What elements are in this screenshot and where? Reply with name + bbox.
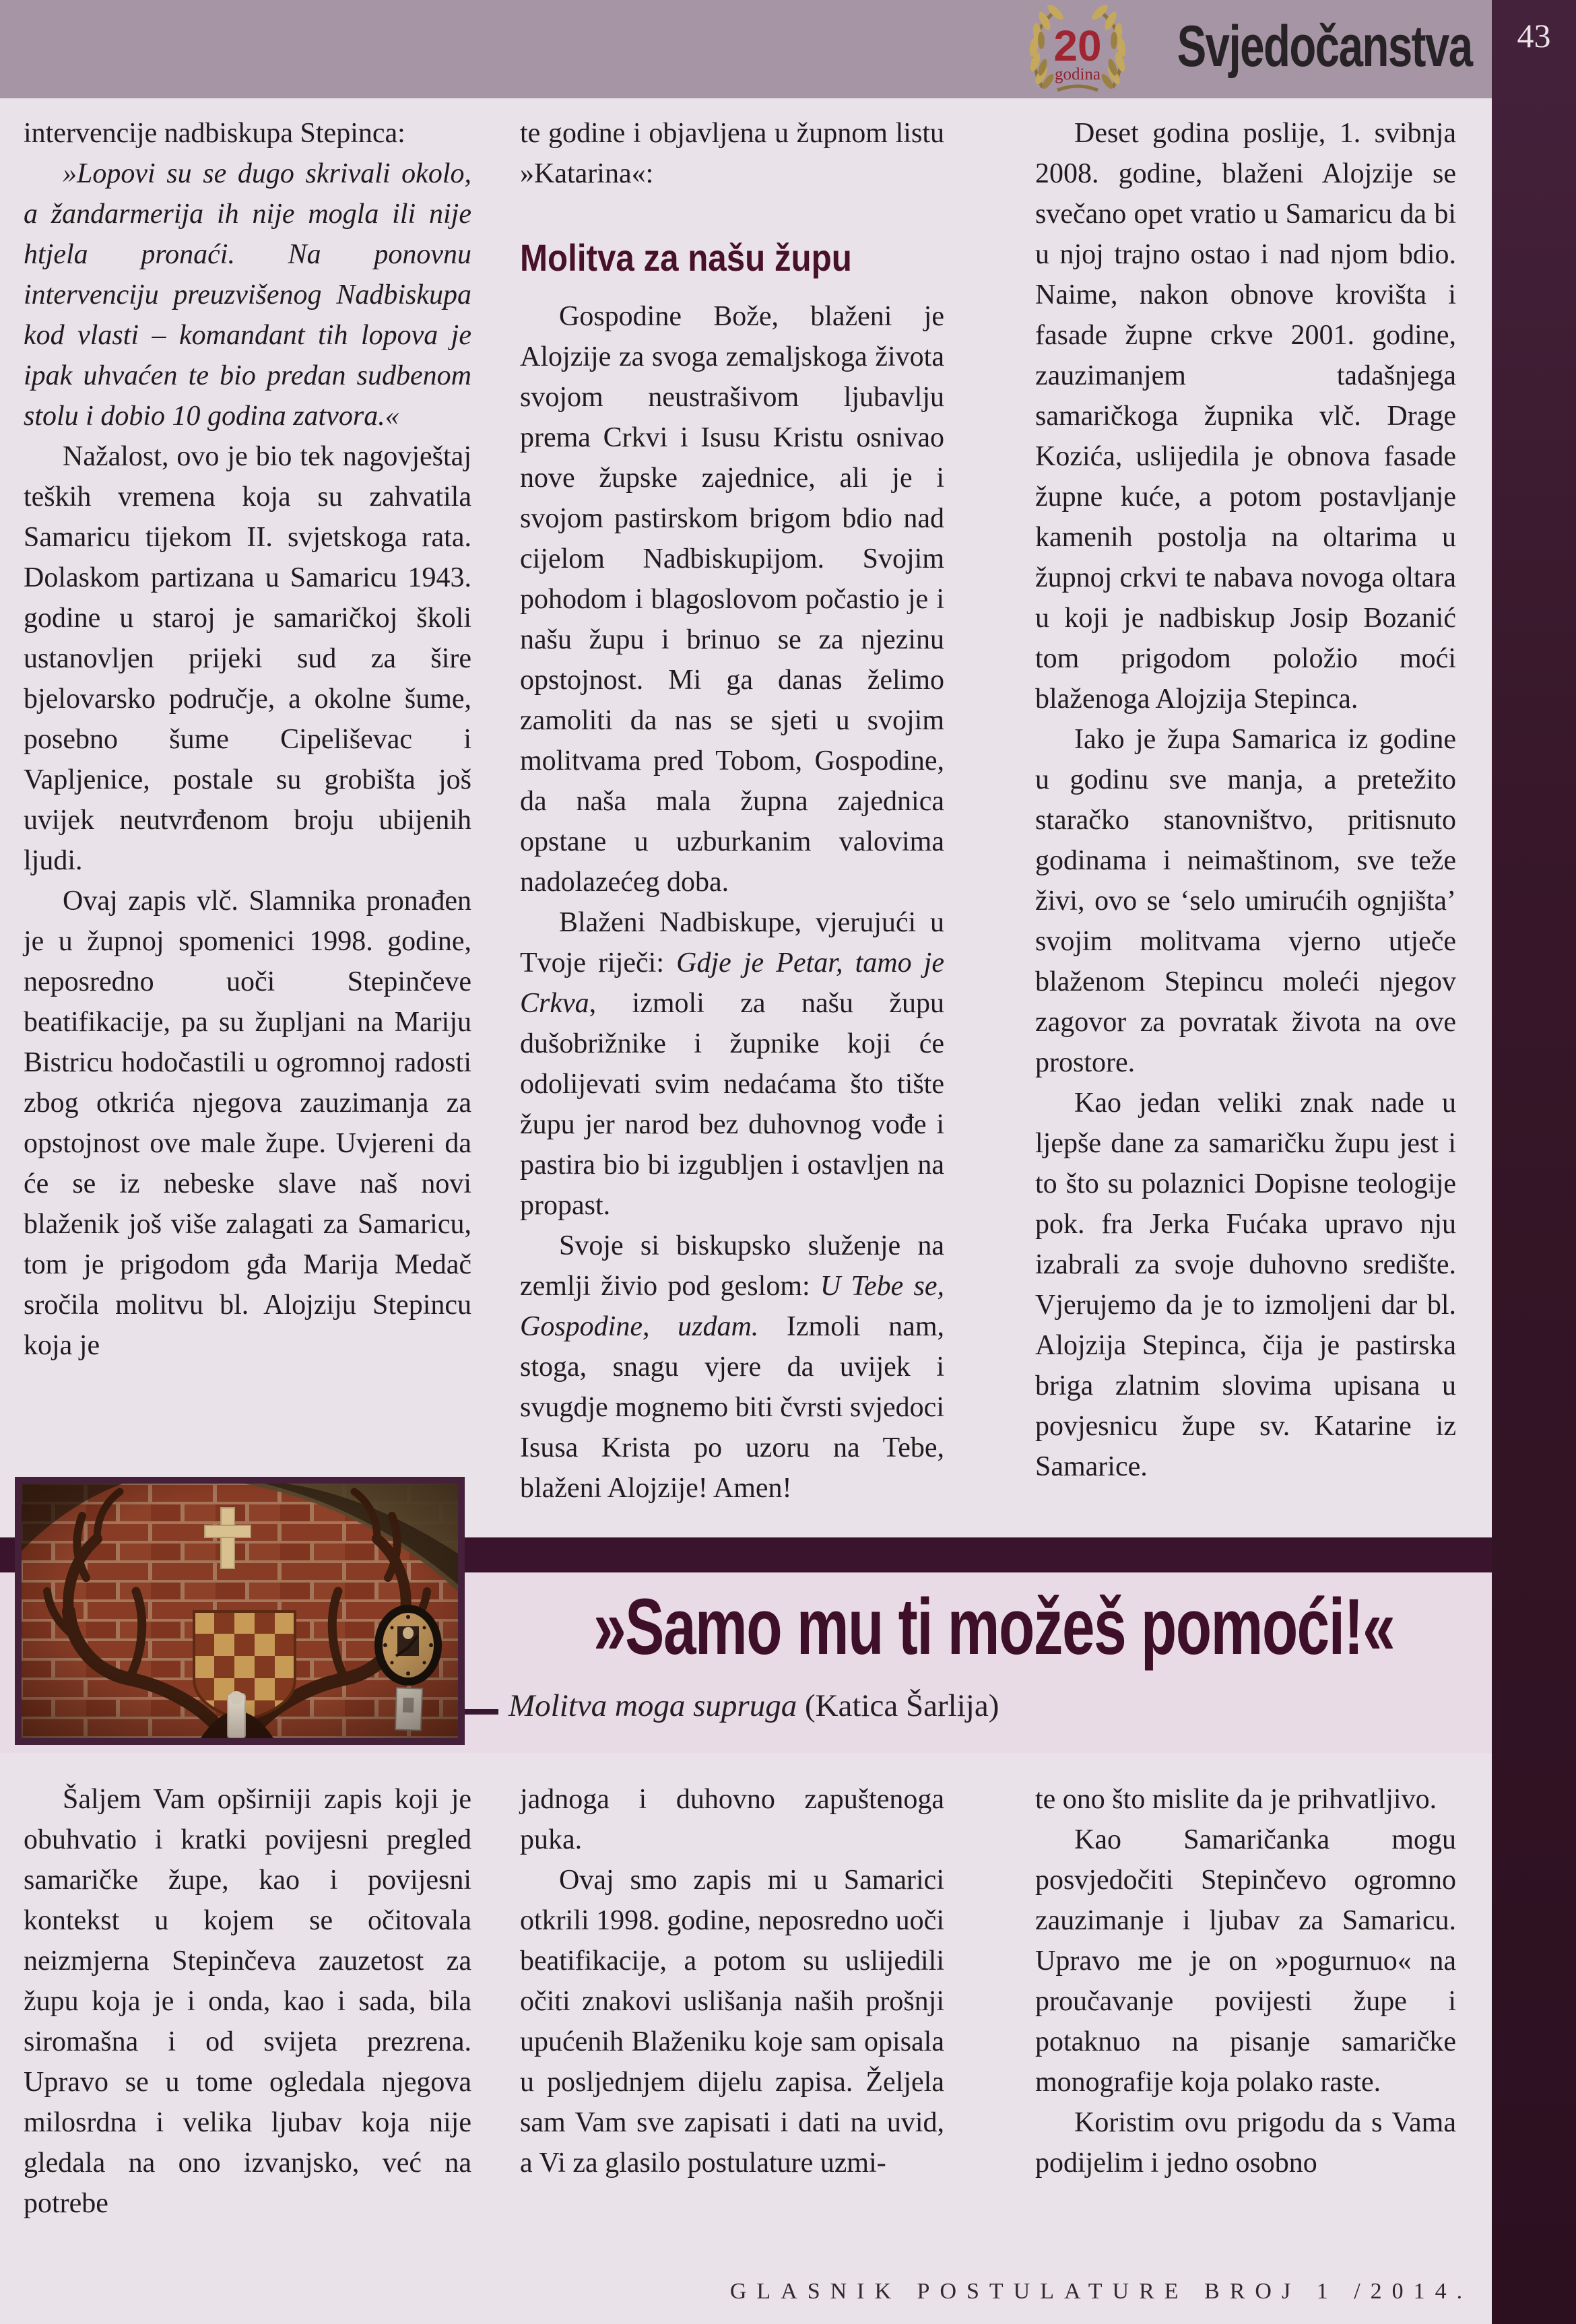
paragraph: jadnoga i duhovno zapuštenoga puka.	[520, 1784, 944, 1855]
banner-title: »Samo mu ti možeš pomoći!«	[593, 1583, 1395, 1671]
paragraph: Ovaj smo zapis mi u Samarici otkrili 1998. godine, neposredno uoči beatifikacije, a potom su uslijedili očiti znakovi uslišanja naših prošnji upućenih Blaženiku koje sam opisala u posljednjem dijelu zapisa. Željela sam Vam sve zapisati i dati na uvid, a Vi za glasilo postulature uzmi-	[520, 1865, 944, 2179]
footer-publication-line: GLASNIK POSTULATURE BROJ 1 /2014.	[729, 2279, 1473, 2304]
photo-caption	[508, 1688, 999, 1724]
text-run: , izmoli za našu župu dušobrižnike i župnike koji će odolijevati svim nedaćama što tište župu jer narod bez duhovnog vođe i pastira bio bi izgubljen i ostavljen na propast.	[520, 988, 944, 1221]
column-bottom-middle	[520, 1779, 944, 2183]
paragraph: Kao jedan veliki znak nade u ljepše dane za samaričku župu jest i to što su polaznici Dopisne teologije pok. fra Jerka Fućaka upravo nju izabrali za svoje duhovno središte. Vjerujemo da je to izmoljeni dar bl. Alojzija Stepinca, čija je pastirska briga zlatnim slovima upisana u povjesnicu župe sv. Katarine iz Samarice.	[1035, 1088, 1456, 1482]
column-bottom-right	[1035, 1779, 1456, 2183]
column-top-right	[1035, 113, 1456, 1487]
paragraph: Ovaj zapis vlč. Slamnika pronađen je u župnoj spomenici 1998. godine, neposredno uoči Stepinčeve beatifikacije, pa su župljani na Mariju Bistricu hodočastili u ogromnoj radosti zbog otkrića njegova zauzimanja za opstojnost ove male župe. Uvjereni da će se iz nebeske slave naš novi blaženik još više zalagati za Samaricu, tom je prigodom gđa Marija Medač sročila molitvu bl. Alojziju Stepincu koja je	[24, 886, 471, 1361]
text-run-italic: U Tebe se, Gospodine, uzdam.	[520, 1271, 944, 1342]
prayer-heading: Molitva za našu župu	[520, 236, 852, 279]
logo-number: 20	[1053, 22, 1102, 70]
paragraph: Šaljem Vam opširniji zapis koji je obuhvatio i kratki povijesni pregled samaričke župe, kao i povijesni kontekst u kojem se očitovala neizmjerna Stepinčeva zauzetost za župu koja je i onda, kao i sada, bila siromašna i od svijeta prezrena. Upravo se u tome ogledala njegova milosrdna i velika ljubav koja nije gledala na ono izvanjsko, već na potrebe	[24, 1784, 471, 2219]
column-top-left	[24, 113, 471, 1366]
column-top-middle	[520, 113, 944, 1508]
paragraph	[520, 1226, 944, 1508]
paragraph: Koristim ovu prigodu da s Vama podijelim i jedno osobno	[1035, 2107, 1456, 2179]
paragraph: te godine i objavljena u župnom listu »Katarina«:	[520, 118, 944, 189]
paragraph	[520, 902, 944, 1226]
photo-brick-wall-antlers	[15, 1477, 465, 1745]
anniversary-20-godina-logo	[1016, 0, 1140, 100]
paragraph: Iako je župa Samarica iz godine u godinu sve manja, a pretežito staračko stanovništvo, pritisnuto godinama i neimaštinom, sve teže živi, ovo se ‘selo umirućih ognjišta’ svojim molitvama vjerno utječe blaženom Stepincu moleći njegov zagovor za povratak života na ove prostore.	[1035, 724, 1456, 1078]
text-run: Svoje si biskupsko služenje na zemlji živio pod geslom:	[520, 1230, 944, 1302]
laurel-wreath-icon	[1016, 0, 1140, 100]
column-bottom-left	[24, 1779, 471, 2224]
paragraph: Gospodine Bože, blaženi je Alojzije za svoga zemaljskoga života svojom neustrašivom ljubavlju prema Crkvi i Isusu Kristu osnivao nove župske zajednice, ali je i svojom pastirskom brigom bdio nad cijelom Nadbiskupijom. Svojim pohodom i blagoslovom počastio je i našu župu i brinuo se za njezinu opstojnost. Mi ga danas želimo zamoliti da nas se sjeti u svojim molitvama pred Tobom, Gospodine, da naša mala župna zajednica opstane u uzburkanim valovima nadolazećeg doba.	[520, 301, 944, 898]
paragraph: Nažalost, ovo je bio tek nagovještaj teških vremena koja su zahvatila Samaricu tijekom II. svjetskoga rata. Dolaskom partizana u Samaricu 1943. godine u staroj je samaričkoj školi ustanovljen prijeki sud za šire bjelovarsko područje, a okolne šume, posebno šume Cipeliševac i Vapljenice, postale su grobišta još uvijek neutvrđenom broju ubijenih ljudi.	[24, 441, 471, 876]
logo-word: godina	[1054, 65, 1101, 84]
header-band	[0, 0, 1492, 98]
page-number: 43	[1517, 17, 1551, 55]
paragraph-quote: »Lopovi su se dugo skrivali okolo, a žandarmerija ih nije mogla ili nije htjela pronaći. Na ponovnu intervenciju preuzvišenog Nadbiskupa kod vlasti – komandant tih lopova je ipak uhvaćen te bio predan sudbenom stolu i dobio 10 godina zatvora.«	[24, 158, 471, 432]
page-edge-band	[1492, 0, 1576, 2324]
paragraph: Deset godina poslije, 1. svibnja 2008. godine, blaženi Alojzije se svečano opet vratio u Samaricu da bi u njoj trajno ostao i nad njom bdio. Naime, nakon obnove krovišta i fasade župne crkve 2001. godine, zauzimanjem tadašnjega samaričkoga župnika vlč. Drage Kozića, uslijedila je obnova fasade župne kuće, a potom postavljanje kamenih postolja na oltarima u župnoj crkvi te nabava novoga oltara u koji je nadbiskup Josip Bozanić tom prigodom položio moći blaženoga Alojzija Stepinca.	[1035, 118, 1456, 715]
paragraph: te ono što mislite da je prihvatljivo.	[1035, 1784, 1437, 1815]
section-title: Svjedočanstva	[1177, 14, 1472, 79]
text-run-italic: Gdje je Petar, tamo je Crkva	[520, 948, 944, 1019]
caption-title: Molitva moga supruga	[508, 1688, 797, 1723]
text-run: Izmoli nam, stoga, snagu vjere da uvijek i svugdje mognemo biti čvrsti svjedoci Isusa Krista po uzoru na Tebe, blaženi Alojzije! Amen!	[520, 1311, 944, 1504]
paragraph: intervencije nadbiskupa Stepinca:	[24, 118, 405, 149]
caption-author: (Katica Šarlija)	[797, 1688, 999, 1723]
text-run: Blaženi Nadbiskupe, vjerujući u Tvoje riječi:	[520, 907, 944, 978]
paragraph: Kao Samaričanka mogu posvjedočiti Stepinčevo ogromno zauzimanje i ljubav za Samaricu. Upravo me je on »pogurnuo« na proučavanje povijesti župe i potaknuo na pisanje samaričke monografije koja polako raste.	[1035, 1824, 1456, 2098]
